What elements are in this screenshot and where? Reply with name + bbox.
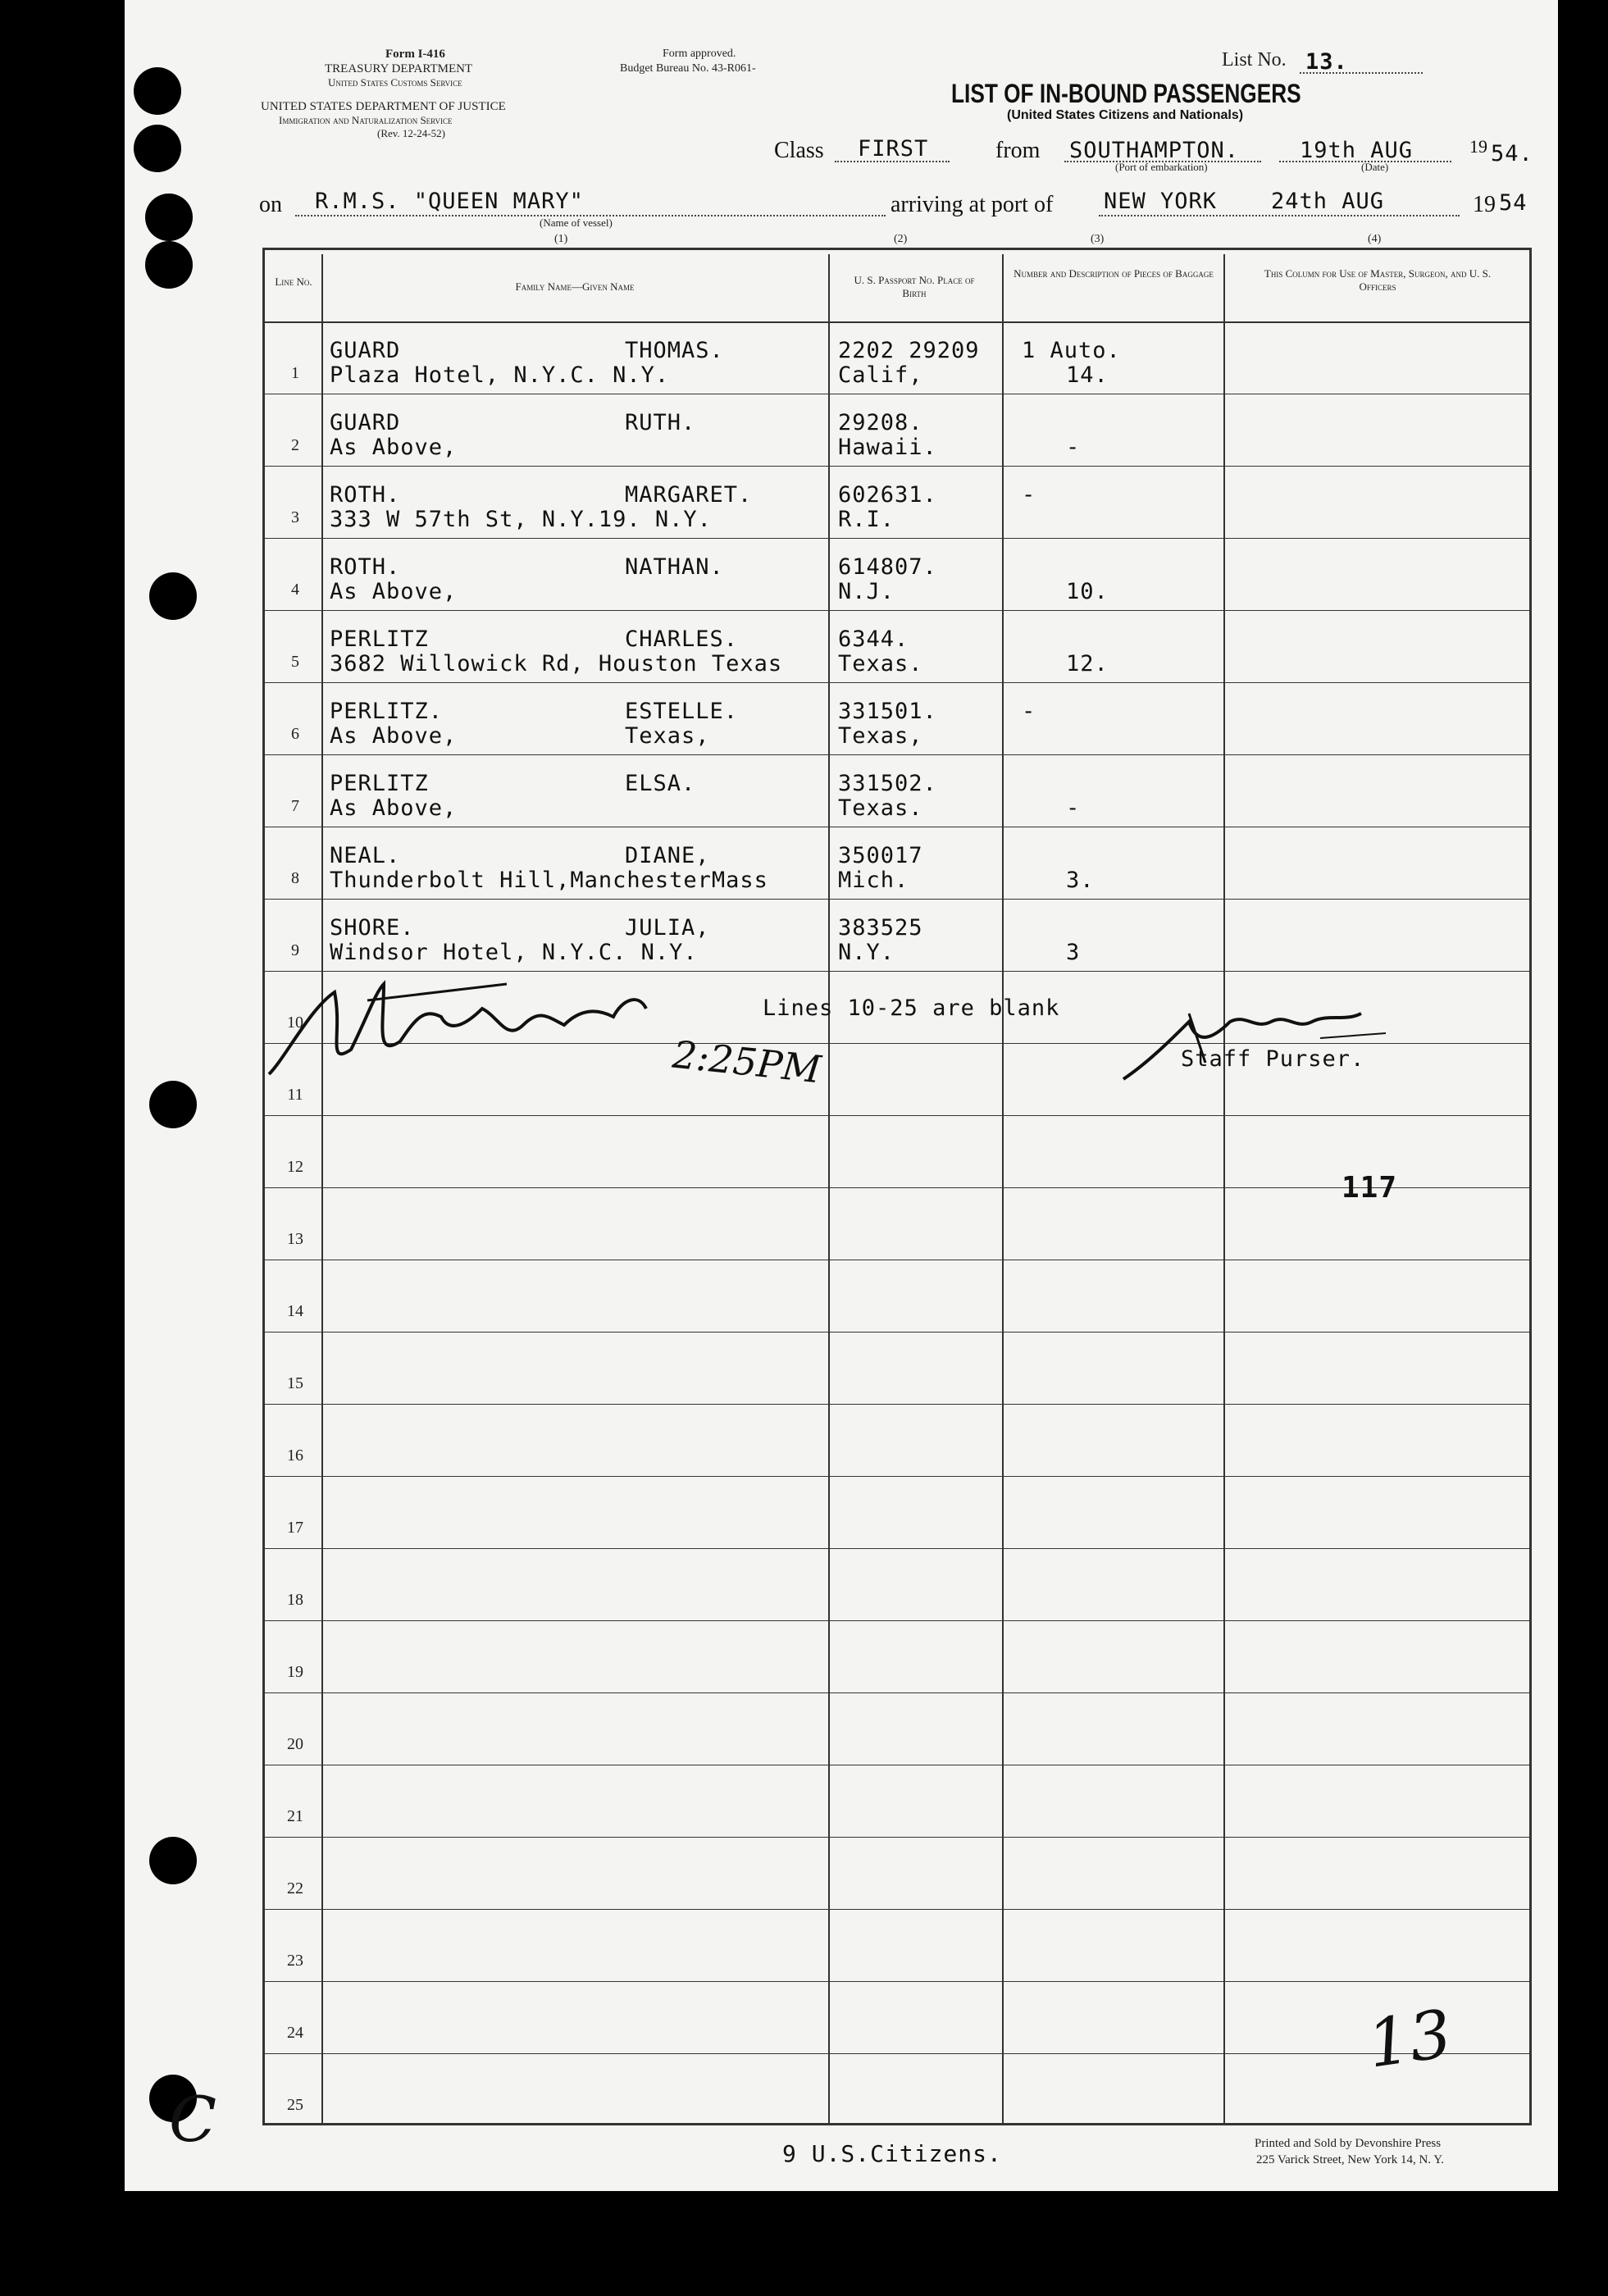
punch-hole	[149, 1081, 197, 1128]
family-name: SHORE.	[330, 915, 415, 941]
line-number: 25	[287, 2096, 303, 2114]
family-name: ROTH.	[330, 554, 401, 580]
baggage-2: 12.	[1066, 651, 1109, 676]
baggage-1: 1 Auto.	[1022, 338, 1121, 363]
line-number: 16	[287, 1446, 303, 1465]
place-of-birth: Texas,	[838, 723, 923, 749]
col-divider-name	[828, 254, 830, 2124]
arrival-line	[1099, 215, 1460, 216]
on-label: on	[259, 192, 282, 217]
row-divider	[264, 466, 1530, 467]
row-divider	[264, 682, 1530, 683]
arrival-year-prefix: 19	[1473, 192, 1496, 217]
passport-no: 29208.	[838, 410, 923, 435]
row-divider	[264, 538, 1530, 539]
justice-dept: UNITED STATES DEPARTMENT OF JUSTICE	[261, 100, 506, 113]
address: As Above,	[330, 723, 458, 749]
row-divider	[264, 1476, 1530, 1477]
punch-hole	[149, 572, 197, 620]
handwritten-13: 13	[1363, 1995, 1456, 2083]
line-number: 8	[291, 869, 299, 887]
family-name: PERLITZ.	[330, 699, 444, 724]
passport-no: 331501.	[838, 699, 937, 724]
row-divider	[264, 2053, 1530, 2054]
staff-purser-label: Staff Purser.	[1181, 1046, 1365, 1072]
line-number: 3	[291, 508, 299, 526]
line-number: 20	[287, 1735, 303, 1753]
col-1-num: (1)	[554, 233, 568, 245]
citizens-total: 9 U.S.Citizens.	[782, 2140, 1002, 2167]
row-divider	[264, 1620, 1530, 1621]
passport-no: 331502.	[838, 771, 937, 796]
address-extra: Texas,	[625, 723, 710, 749]
list-no-label: List No.	[1222, 49, 1287, 71]
col-header-line: Line No.	[275, 276, 312, 288]
punch-hole	[134, 67, 181, 115]
place-of-birth: Texas.	[838, 651, 923, 676]
line-number: 22	[287, 1879, 303, 1897]
line-number: 17	[287, 1519, 303, 1537]
line-number: 13	[287, 1230, 303, 1248]
ins-service: Immigration and Naturalization Service	[279, 114, 453, 126]
line-number: 14	[287, 1302, 303, 1320]
line-number: 23	[287, 1952, 303, 1970]
col-header-baggage: Number and Description of Pieces of Baggage	[1014, 267, 1214, 280]
form-subtitle: (United States Citizens and Nationals)	[1007, 108, 1244, 122]
line-number: 21	[287, 1807, 303, 1825]
embark-date: 19th AUG	[1300, 138, 1414, 163]
passport-no: 383525	[838, 915, 923, 941]
line-number: 12	[287, 1158, 303, 1176]
customs-service: United States Customs Service	[328, 76, 462, 89]
revision: (Rev. 12-24-52)	[377, 127, 445, 139]
arrival-year: 54	[1499, 190, 1528, 216]
given-name: ELSA.	[625, 771, 696, 796]
address: 333 W 57th St, N.Y.19. N.Y.	[330, 507, 712, 532]
printer-line-1: Printed and Sold by Devonshire Press	[1255, 2137, 1442, 2150]
arrival-date: 24th AUG	[1271, 189, 1385, 214]
given-name: CHARLES.	[625, 626, 739, 652]
line-number: 11	[287, 1086, 303, 1104]
baggage-1: -	[1022, 699, 1036, 724]
embark-year: 54.	[1491, 141, 1533, 166]
address: As Above,	[330, 579, 458, 604]
place-of-birth: Hawaii.	[838, 435, 937, 460]
punch-hole	[145, 241, 193, 289]
row-divider	[264, 610, 1530, 611]
line-number: 10	[287, 1014, 303, 1032]
address: As Above,	[330, 435, 458, 460]
given-name: MARGARET.	[625, 482, 753, 508]
arriving-label: arriving at port of	[891, 192, 1054, 217]
passport-no: 350017	[838, 843, 923, 868]
row-divider	[264, 1548, 1530, 1549]
baggage-2: -	[1066, 435, 1081, 460]
given-name: JULIA,	[625, 915, 710, 941]
row-divider	[264, 1981, 1530, 1982]
baggage-2: -	[1066, 795, 1081, 821]
col-divider-line	[321, 254, 323, 2124]
vessel-caption: (Name of vessel)	[540, 216, 613, 229]
line-number: 2	[291, 436, 299, 454]
given-name: ESTELLE.	[625, 699, 739, 724]
budget-bureau: Budget Bureau No. 43-R061-	[620, 62, 756, 75]
family-name: PERLITZ	[330, 626, 429, 652]
address: Plaza Hotel, N.Y.C. N.Y.	[330, 362, 670, 388]
baggage-2: 14.	[1066, 362, 1109, 388]
row-divider	[264, 1909, 1530, 1910]
baggage-2: 3.	[1066, 868, 1095, 893]
col-header-officers: This Column for Use of Master, Surgeon, and U. S. Officers	[1264, 267, 1492, 293]
place-of-birth: N.J.	[838, 579, 895, 604]
row-divider	[264, 754, 1530, 755]
port-caption: (Port of embarkation)	[1115, 161, 1208, 173]
row-divider	[264, 1837, 1530, 1838]
form-approved: Form approved.	[663, 48, 736, 60]
address: 3682 Willowick Rd, Houston Texas	[330, 651, 783, 676]
place-of-birth: Texas.	[838, 795, 923, 821]
place-of-birth: Calif,	[838, 362, 923, 388]
line-number: 24	[287, 2024, 303, 2042]
line-number: 5	[291, 653, 299, 671]
form-number: Form I-416	[385, 48, 445, 61]
class-label: Class	[774, 138, 824, 163]
passport-no: 602631.	[838, 482, 937, 508]
line-number: 15	[287, 1374, 303, 1392]
passport-no: 2202 29209	[838, 338, 980, 363]
blank-lines-note: Lines 10-25 are blank	[763, 995, 1060, 1021]
address: Windsor Hotel, N.Y.C. N.Y.	[330, 940, 698, 965]
treasury-dept: TREASURY DEPARTMENT	[325, 62, 473, 75]
margin-c-mark: C	[169, 2083, 217, 2156]
col-header-name: Family Name—Given Name	[515, 280, 635, 293]
punch-hole	[149, 1837, 197, 1884]
row-divider	[264, 1404, 1530, 1405]
punch-hole	[134, 125, 181, 172]
place-of-birth: Mich.	[838, 868, 909, 893]
line-number: 18	[287, 1591, 303, 1609]
line-number: 9	[291, 941, 299, 959]
passport-no: 6344.	[838, 626, 909, 652]
purser-signature	[1115, 989, 1410, 1087]
family-name: GUARD	[330, 410, 401, 435]
passenger-count-note: 117	[1342, 1171, 1398, 1205]
col-divider-baggage	[1223, 254, 1225, 2124]
given-name: RUTH.	[625, 410, 696, 435]
vessel-name: R.M.S. "QUEEN MARY"	[315, 189, 584, 214]
family-name: NEAL.	[330, 843, 401, 868]
place-of-birth: R.I.	[838, 507, 895, 532]
col-3-num: (3)	[1091, 233, 1105, 245]
form-title: LIST OF IN-BOUND PASSENGERS	[951, 79, 1301, 108]
family-name: ROTH.	[330, 482, 401, 508]
place-of-birth: N.Y.	[838, 940, 895, 965]
line-number: 19	[287, 1663, 303, 1681]
given-name: DIANE,	[625, 843, 710, 868]
line-number: 7	[291, 797, 299, 815]
punch-hole	[145, 194, 193, 241]
row-divider	[264, 1187, 1530, 1188]
family-name: PERLITZ	[330, 771, 429, 796]
class-value: FIRST	[858, 136, 929, 162]
date-caption: (Date)	[1361, 161, 1389, 173]
passport-no: 614807.	[838, 554, 937, 580]
col-2-num: (2)	[894, 233, 908, 245]
family-name: GUARD	[330, 338, 401, 363]
address: Thunderbolt Hill,ManchesterMass	[330, 868, 768, 893]
given-name: THOMAS.	[625, 338, 724, 363]
arrival-port: NEW YORK	[1104, 189, 1218, 214]
col-header-passport: U. S. Passport No. Place of Birth	[854, 274, 975, 299]
row-divider	[264, 899, 1530, 900]
baggage-2: 10.	[1066, 579, 1109, 604]
given-name: NATHAN.	[625, 554, 724, 580]
line-number: 4	[291, 581, 299, 599]
header-divider	[264, 321, 1530, 323]
printer-line-2: 225 Varick Street, New York 14, N. Y.	[1256, 2153, 1444, 2166]
row-divider	[264, 1115, 1530, 1116]
from-label: from	[995, 138, 1041, 163]
row-divider	[264, 1692, 1530, 1693]
col-4-num: (4)	[1368, 233, 1382, 245]
address: As Above,	[330, 795, 458, 821]
baggage-1: -	[1022, 482, 1036, 508]
year-prefix: 19	[1469, 136, 1487, 157]
baggage-2: 3	[1066, 940, 1081, 965]
col-divider-passport	[1002, 254, 1004, 2124]
line-number: 1	[291, 364, 299, 382]
handwritten-time: 2:25PM	[670, 1032, 823, 1092]
embark-port: SOUTHAMPTON.	[1069, 138, 1240, 163]
line-number: 6	[291, 725, 299, 743]
list-no-value: 13.	[1305, 49, 1348, 75]
